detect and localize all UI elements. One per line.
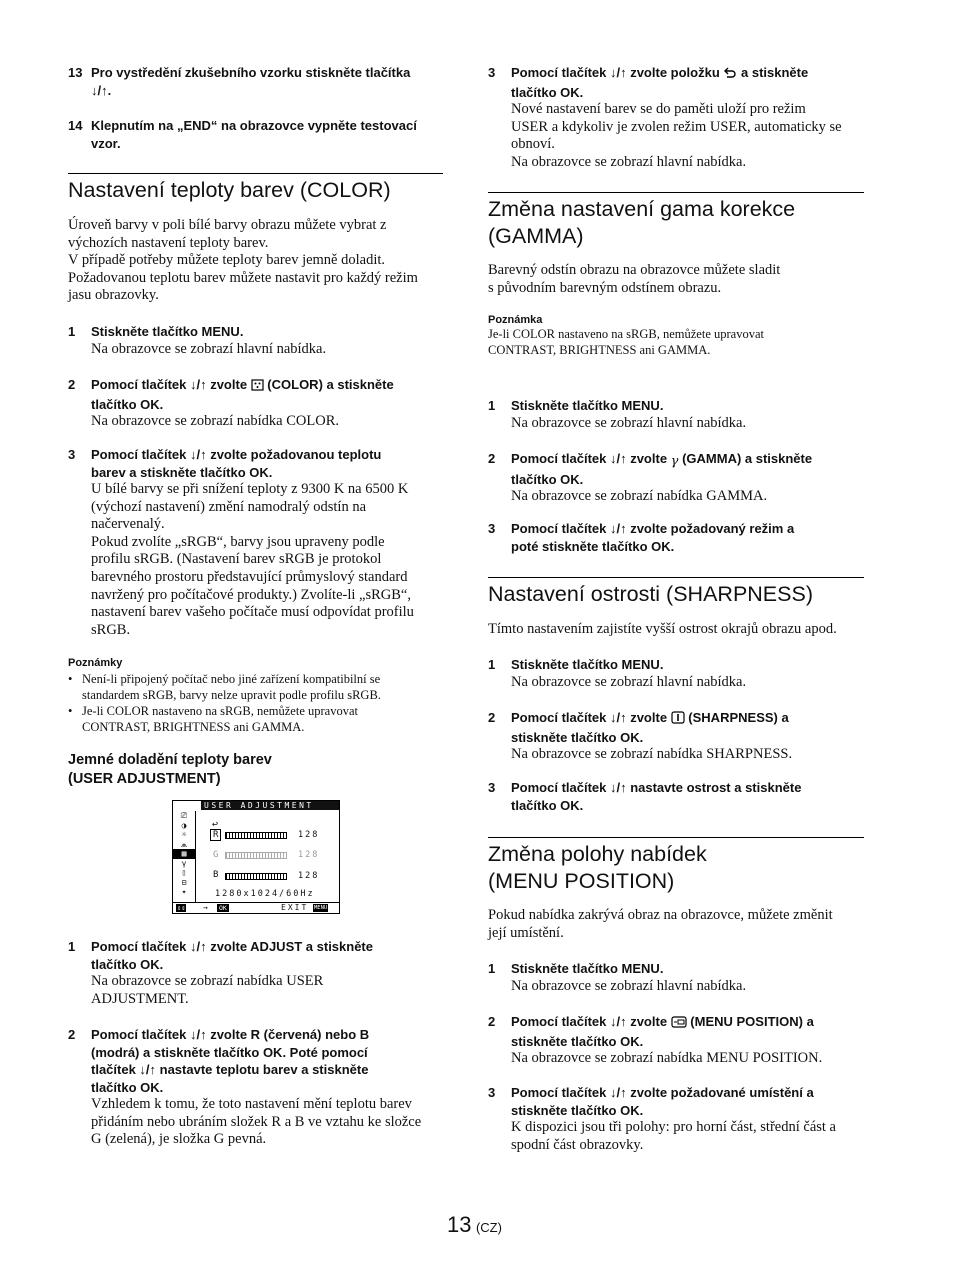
note-item: • Je-li COLOR nastaveno na sRGB, nemůžete upravovat CONTRAST, BRIGHTNESS ani GAMMA. — [68, 703, 448, 735]
osd-resolution: 1280x1024/60Hz — [215, 889, 315, 899]
user-step-2: 2 Pomocí tlačítek ↓/↑ zvolte R (červená) nebo B (modrá) a stiskněte tlačítko OK. Poté pomocí tlačítek ↓/↑ nastavte teplotu barev a stiskněte tlačítko OK. Vzhledem k tomu, že toto nastavení mění teplotu barev přidáním nebo ubráním složek R a B ve vztahu ke složce G (zelená), je složka G pevná. — [68, 1027, 422, 1148]
gamma-step-3: 3 Pomocí tlačítek ↓/↑ zvolte požadovaný režim a poté stiskněte tlačítko OK. — [488, 521, 795, 554]
sharpness-intro: Tímto nastavením zajistíte vyšší ostrost okrajů obrazu apod. — [488, 621, 837, 637]
step-13-arrows: ↓/↑. — [91, 82, 112, 98]
osd-slider-b — [225, 873, 287, 880]
section-title-sharpness: Nastavení ostrosti (SHARPNESS) — [488, 577, 864, 608]
input-icon: ⎚ — [180, 811, 188, 820]
gamma-icon: γ — [181, 858, 187, 868]
color-step-2: 2 Pomocí tlačítek ↓/↑ zvolte (COLOR) a stiskněte tlačítko OK. Na obrazovce se zobrazí nabídka COLOR. — [68, 377, 394, 429]
step-13-text: Pro vystředění zkušebního vzorku stiskněte tlačítka — [91, 65, 411, 80]
osd-row-label-r: R — [210, 829, 221, 841]
osd-user-adjustment-menu — [172, 800, 340, 914]
osd-exit-label: EXIT — [281, 903, 309, 912]
gamma-intro: Barevný odstín obrazu na obrazovce můžete sladit s původním barevným odstínem obrazu. — [488, 262, 781, 296]
gamma-icon: γ — [670, 454, 679, 469]
up-down-icon: ⇕⇕ — [177, 904, 186, 912]
ok-icon: OK — [219, 904, 227, 912]
color-notes: Poznámky • Není-li připojený počítač nebo jiné zařízení kompatibilní se standardem sRGB, barvy nelze upravit podle profilu sRGB. • Je-li COLOR nastaveno na sRGB, nemůžete upravovat CONTRAST, BRIGHTNESS ani GAMMA. — [68, 657, 448, 735]
subsection-title-user-adjustment: Jemné doladění teploty barev (USER ADJUSTMENT) — [68, 752, 272, 787]
user-step-1: 1 Pomocí tlačítek ↓/↑ zvolte ADJUST a stiskněte tlačítko OK. Na obrazovce se zobrazí nabídka USER ADJUSTMENT. — [68, 939, 373, 1007]
return-icon: ↩ — [212, 819, 219, 830]
color-step-3-save: 3 Pomocí tlačítek ↓/↑ zvolte položku a stiskněte tlačítko OK. Nové nastavení barev se do paměti uloží pro režim USER a kdykoliv je zvolen režim USER, automaticky se obnoví. Na obrazovce se zobrazí hlavní nabídka. — [488, 65, 842, 170]
menu-position-step-3: 3 Pomocí tlačítek ↓/↑ zvolte požadované umístění a stiskněte tlačítko OK. K dispozici jsou tři polohy: pro horní část, střední část a spodní část obrazovky. — [488, 1085, 836, 1153]
color-step-3: 3 Pomocí tlačítek ↓/↑ zvolte požadovanou teplotu barev a stiskněte tlačítko OK. U bílé barvy se při snížení teploty z 9300 K na 6500 K (výchozí nastavení) změní namodralý odstín na načervenalý. Pokud zvolíte „sRGB“, barvy jsou upraveny podle profilu sRGB. (Nastavení barev sRGB je protokol barevného prostoru představující průmyslový standard navržený pro počítačové produkty.) Zvolíte-li „sRGB“, nastavení barev vašeho počítače musí odpovídat profilu sRGB. — [68, 447, 414, 638]
section-title-gamma: Změna nastavení gama korekce (GAMMA) — [488, 192, 864, 250]
menu-position-step-2: 2 Pomocí tlačítek ↓/↑ zvolte (MENU POSITION) a stiskněte tlačítko OK. Na obrazovce se zobrazí nabídka MENU POSITION. — [488, 1014, 823, 1066]
brightness-icon: ☼ — [181, 830, 187, 839]
sharpness-step-3: 3 Pomocí tlačítek ↓/↑ nastavte ostrost a stiskněte tlačítko OK. — [488, 780, 802, 813]
section-title-color: Nastavení teploty barev (COLOR) — [68, 173, 443, 204]
color-icon — [251, 378, 264, 396]
page-number: 13 (CZ) — [447, 1212, 502, 1237]
sharpness-icon — [671, 711, 685, 729]
contrast-icon: ◑ — [181, 820, 187, 830]
gamma-step-2: 2 Pomocí tlačítek ↓/↑ zvolte γ (GAMMA) a stiskněte tlačítko OK. Na obrazovce se zobrazí nabídka GAMMA. — [488, 451, 813, 504]
section-title-menu-position: Změna polohy nabídek (MENU POSITION) — [488, 837, 864, 895]
osd-row-value-g: 128 — [298, 850, 320, 860]
osd-row-value-r: 128 — [298, 830, 320, 840]
arrow-right-icon: → — [203, 903, 208, 912]
sharpness-step-1: 1 Stiskněte tlačítko MENU. Na obrazovce se zobrazí hlavní nabídka. — [488, 657, 747, 690]
sharpness-icon: ▯ — [181, 868, 187, 877]
menu-position-step-1: 1 Stiskněte tlačítko MENU. Na obrazovce se zobrazí hlavní nabídka. — [488, 961, 747, 994]
menu-position-icon — [671, 1015, 687, 1033]
osd-row-value-b: 128 — [298, 871, 320, 881]
zoom-icon: ⩕ — [180, 839, 188, 849]
osd-title: USER ADJUSTMENT — [201, 801, 339, 810]
color-icon: ▦ — [173, 849, 195, 859]
reset-icon: ✦ — [181, 887, 187, 896]
osd-footer — [173, 902, 339, 913]
osd-slider-r — [225, 832, 287, 839]
osd-row-label-g: G — [213, 850, 219, 860]
note-item: • Není-li připojený počítač nebo jiné zařízení kompatibilní se standardem sRGB, barvy nelze upravit podle profilu sRGB. — [68, 671, 448, 703]
menu-icon: MENU — [314, 905, 328, 911]
color-step-1: 1 Stiskněte tlačítko MENU. Na obrazovce se zobrazí hlavní nabídka. — [68, 324, 327, 357]
menu-position-intro: Pokud nabídka zakrývá obraz na obrazovce, můžete změnit její umístění. — [488, 907, 833, 941]
gamma-step-1: 1 Stiskněte tlačítko MENU. Na obrazovce se zobrazí hlavní nabídka. — [488, 398, 747, 431]
osd-slider-g — [225, 852, 287, 859]
sharpness-step-2: 2 Pomocí tlačítek ↓/↑ zvolte (SHARPNESS) a stiskněte tlačítko OK. Na obrazovce se zobrazí nabídka SHARPNESS. — [488, 710, 793, 762]
step-13: 13 Pro vystředění zkušebního vzorku stiskněte tlačítka ↓/↑. — [68, 65, 411, 98]
color-intro: Úroveň barvy v poli bílé barvy obrazu můžete vybrat z výchozích nastavení teploty barev. V případě potřeby můžete teploty barev jemně doladit. Požadovanou teplotu barev můžete nastavit pro každý režim jasu obrazovky. — [68, 217, 418, 304]
menu-position-icon: ⊟ — [181, 877, 187, 887]
step-14: 14 Klepnutím na „END“ na obrazovce vypněte testovací vzor. — [68, 118, 417, 151]
gamma-note: Poznámka Je-li COLOR nastaveno na sRGB, nemůžete upravovat CONTRAST, BRIGHTNESS ani GAMMA. — [488, 314, 764, 357]
osd-row-label-b: B — [213, 870, 219, 880]
osd-icon-column — [173, 811, 196, 903]
return-icon — [723, 66, 737, 84]
